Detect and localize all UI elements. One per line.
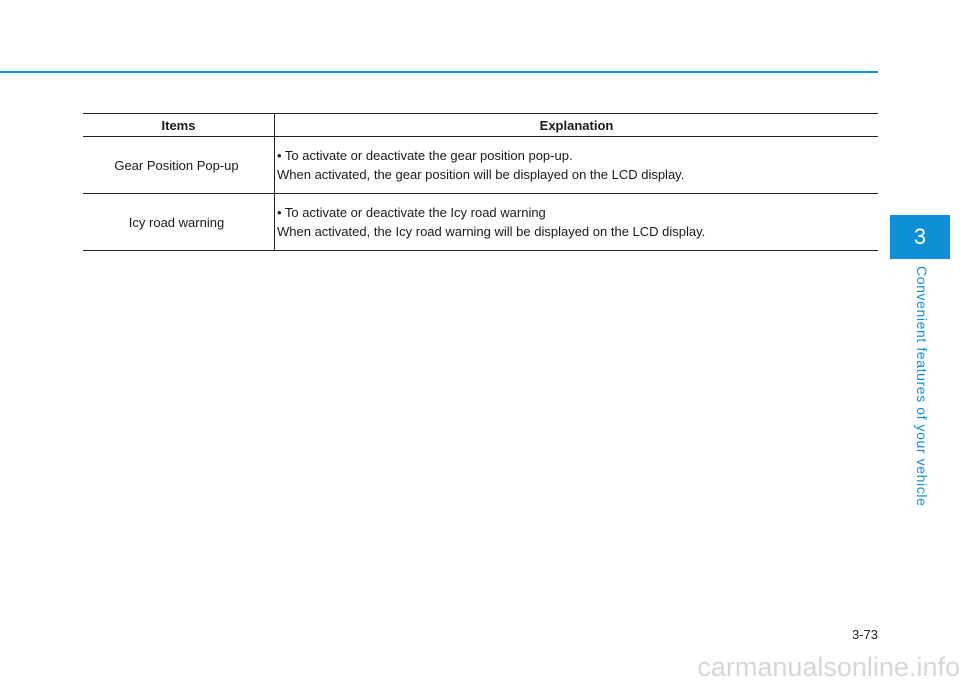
chapter-number: 3 xyxy=(913,224,927,249)
settings-table xyxy=(83,113,878,251)
explanation-line: • To activate or deactivate the Icy road warning xyxy=(277,205,546,220)
explanation-line: • To activate or deactivate the gear position pop-up. xyxy=(277,148,573,163)
item-name: Icy road warning xyxy=(83,194,275,251)
header-explanation: Explanation xyxy=(275,114,879,137)
watermark: carmanualsonline.info xyxy=(697,652,960,682)
item-explanation xyxy=(275,194,879,251)
item-name: Gear Position Pop-up xyxy=(83,137,275,194)
table-row xyxy=(83,194,878,251)
explanation-line: When activated, the gear position will be displayed on the LCD display. xyxy=(277,167,685,182)
table-row xyxy=(83,137,878,194)
table-header-row xyxy=(83,114,878,137)
chapter-number-tab xyxy=(890,215,950,259)
header-items: Items xyxy=(83,114,275,137)
explanation-line: When activated, the Icy road warning will be displayed on the LCD display. xyxy=(277,224,706,239)
header-rule xyxy=(0,71,878,73)
page-number: 3-73 xyxy=(851,627,878,642)
item-explanation xyxy=(275,137,879,194)
chapter-title: Convenient features of your vehicle xyxy=(914,266,930,507)
